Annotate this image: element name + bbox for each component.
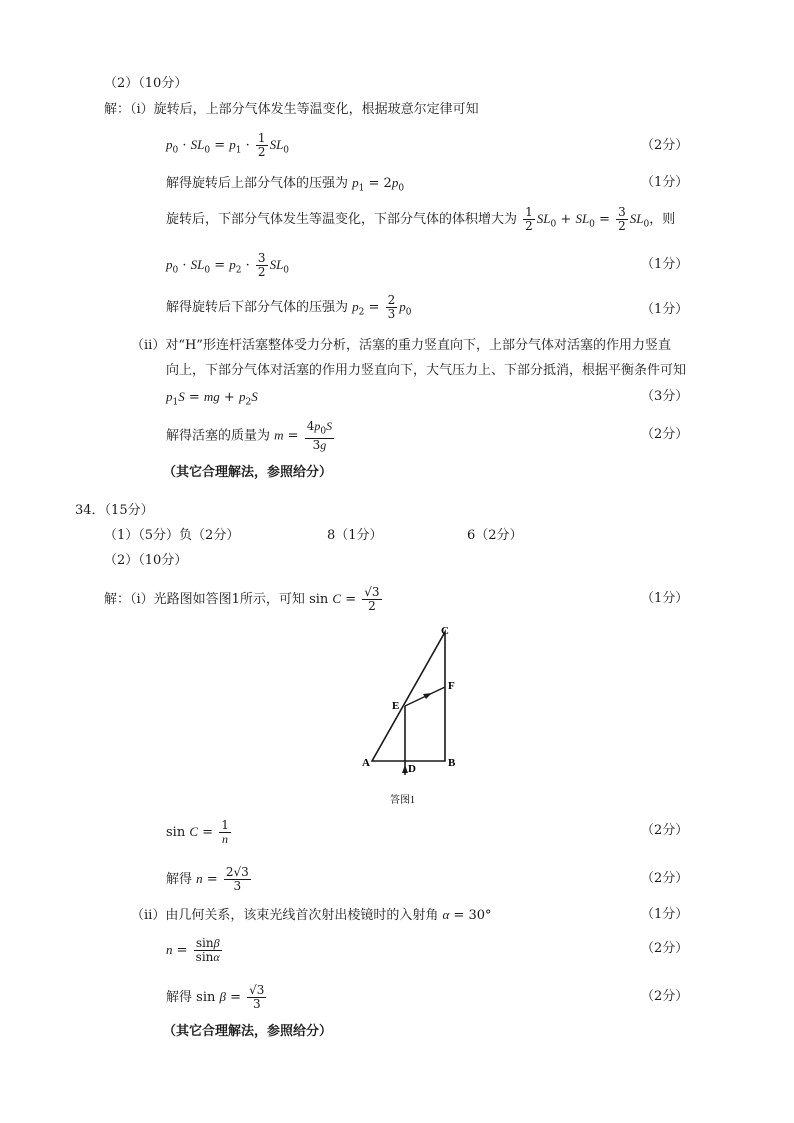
q34-note: （其它合理解法，参照给分）: [163, 1024, 333, 1039]
equation-force-balance: $p_1S$ = mg + $p_2S$: [166, 389, 258, 408]
label-a: A: [362, 757, 370, 769]
score-refractive-index: （2分）: [641, 871, 689, 886]
figure-caption: 答图1: [390, 795, 415, 805]
q34-solution-ii: （ⅱ）由几何关系，该束光线首次射出棱镜时的入射角 α = 30°: [131, 907, 492, 923]
equation-sinC-def: sin C = $\frac{1}{n}$: [166, 818, 229, 846]
q34-header: 34．（15分）: [75, 503, 154, 518]
q33-part2-header: （2）（10分）: [104, 76, 188, 91]
label-f: F: [448, 680, 455, 692]
q33-solution-ii-line1: （ⅱ）对“H”形连杆活塞整体受力分析，活塞的重力竖直向下，上部分气体对活塞的作用力竖直: [131, 338, 671, 353]
score-sin-beta: （2分）: [641, 989, 689, 1004]
arrow-reflected: [423, 693, 432, 699]
score-snell: （2分）: [641, 941, 689, 956]
q34-part1-answer-c: 6（2分）: [467, 528, 523, 543]
label-b: B: [448, 757, 456, 769]
score-equation-1: （2分）: [641, 138, 689, 153]
result-sin-beta: 解得 sin β = $\frac{√3}{3}$: [166, 983, 265, 1011]
score-piston-mass: （2分）: [641, 427, 689, 442]
score-sinC-def: （2分）: [641, 823, 689, 838]
q34-part1-answer-b: 8（1分）: [327, 528, 383, 543]
score-equation-2: （1分）: [641, 257, 689, 272]
q34-part1-answer-a: （1）（5分）负（2分）: [104, 528, 240, 543]
score-alpha: （1分）: [641, 907, 689, 922]
prism-triangle: [372, 632, 445, 761]
label-d: D: [408, 763, 416, 775]
equation-snell: n = $\frac{\sin\beta}{\sin\alpha}$: [166, 936, 220, 964]
equation-boyle-upper: $p_0 \cdot SL_0 = p_1$ · $\frac{1}{2}$ $SL_0$: [166, 131, 290, 159]
lower-gas-volume-line: 旋转后，下部分气体发生等温变化，下部分气体的体积增大为 $\frac{1}{2}$ $SL_0 + SL_0$ = $\frac{3}{2}$ $SL_0$，则: [166, 205, 676, 233]
equation-boyle-lower: $p_0 \cdot SL_0 = p_2$ · $\frac{3}{2}$ $SL_0$: [166, 251, 290, 279]
score-upper-pressure: （1分）: [641, 175, 689, 190]
label-c: C: [441, 625, 449, 637]
result-upper-pressure: 解得旋转后上部分气体的压强为 $p_1 = 2p_0$: [166, 175, 405, 194]
q34-solution-i: 解：（ⅰ）光路图如答图1所示，可知 sin C = $\frac{√3}{2}$: [104, 585, 380, 613]
score-force-balance: （3分）: [641, 389, 689, 404]
score-sinC: （1分）: [641, 591, 689, 606]
result-lower-pressure: 解得旋转后下部分气体的压强为 $p_2$ = $\frac{2}{3}$ $p_0$: [166, 293, 412, 321]
result-piston-mass: 解得活塞的质量为 m = $\frac{4p_0S}{3g}$: [166, 419, 333, 453]
result-refractive-index: 解得 n = $\frac{2√3}{3}$: [166, 865, 249, 893]
optical-path-figure: [355, 620, 475, 805]
q33-note: （其它合理解法，参照给分）: [163, 465, 333, 480]
score-lower-pressure: （1分）: [641, 302, 689, 317]
q33-solution-ii-line2: 向上，下部分气体对活塞的作用力竖直向下，大气压力上、下部分抵消，根据平衡条件可知: [166, 363, 687, 378]
q34-part2-header: （2）（10分）: [104, 553, 188, 568]
label-e: E: [392, 700, 400, 712]
q33-solution-i: 解：（ⅰ）旋转后，上部分气体发生等温变化，根据玻意尔定律可知: [104, 102, 479, 117]
